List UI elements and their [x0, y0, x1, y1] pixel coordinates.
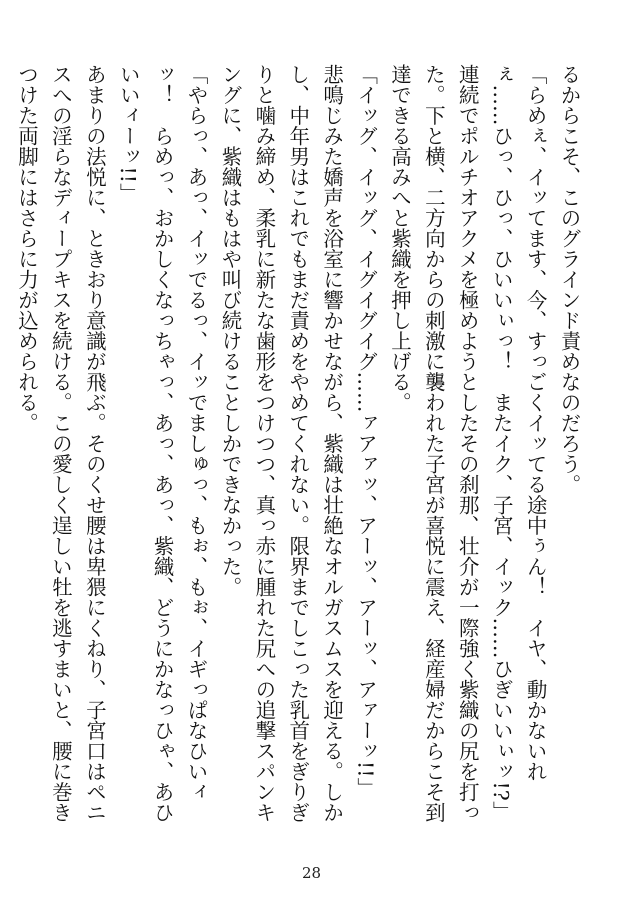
page-number: 28: [301, 864, 322, 882]
paragraph-1: 「らめぇ、イッてます、今、すっごくイッてる途中ぅん！ イヤ、動かないれぇ……ひっ、ひっ、ひいいぃっ！ またイク、子宮、イック……ひぎいいぃッ!?」: [489, 64, 548, 822]
paragraph-4: 悲鳴じみた嬌声を浴室に響かせながら、紫織は壮絶なオルガスムスを迎える。しかし、中年男はこれでもまだ責めをやめてくれない。限界までしこった乳首をぎりぎりと噛み締め、柔乳に新たな歯形をつけつつ、真っ赤に腫れた尻への追撃スパンキングに、紫織はもはや叫び続けることしかできなかった。: [217, 64, 344, 823]
paragraph-lead-in: るからこそ、このグラインド責めなのだろう。: [557, 64, 581, 495]
vertical-text-body: [14, 64, 585, 836]
paragraph-5: 「やらっ、あっ、イッでるっ、イッでましゅっ、もぉ、もぉ、イギっぱなひいィッ！ らめっ、おかしくなっちゃっ、あっ、あっ、紫織、どうにかなっひゃ、あひいいィーッ!!」: [116, 64, 209, 823]
paragraph-6: あまりの法悦に、ときおり意識が飛ぶ。そのくせ腰は卑猥にくねり、子宮口はペニスへの淫らなディープキスを続ける。この愛しく逞しい牡を逃すまいと、腰に巻きつけた両脚にはさらに力が込められる。: [14, 64, 107, 823]
paragraph-3: 「イッグ、イッグ、イグイグイグ……ァアァッ、アーッ、アーッ、アァーッ!!」: [353, 64, 378, 798]
paragraph-2: 連続でポルチオアクメを極めようとしたその刹那、壮介が一際強く紫織の尻を打った。下と横、二方向からの刺激に襲われた子宮が喜悦に震え、経産婦だからこそ到達できる高みへと紫織を押し上げる。: [387, 64, 480, 823]
